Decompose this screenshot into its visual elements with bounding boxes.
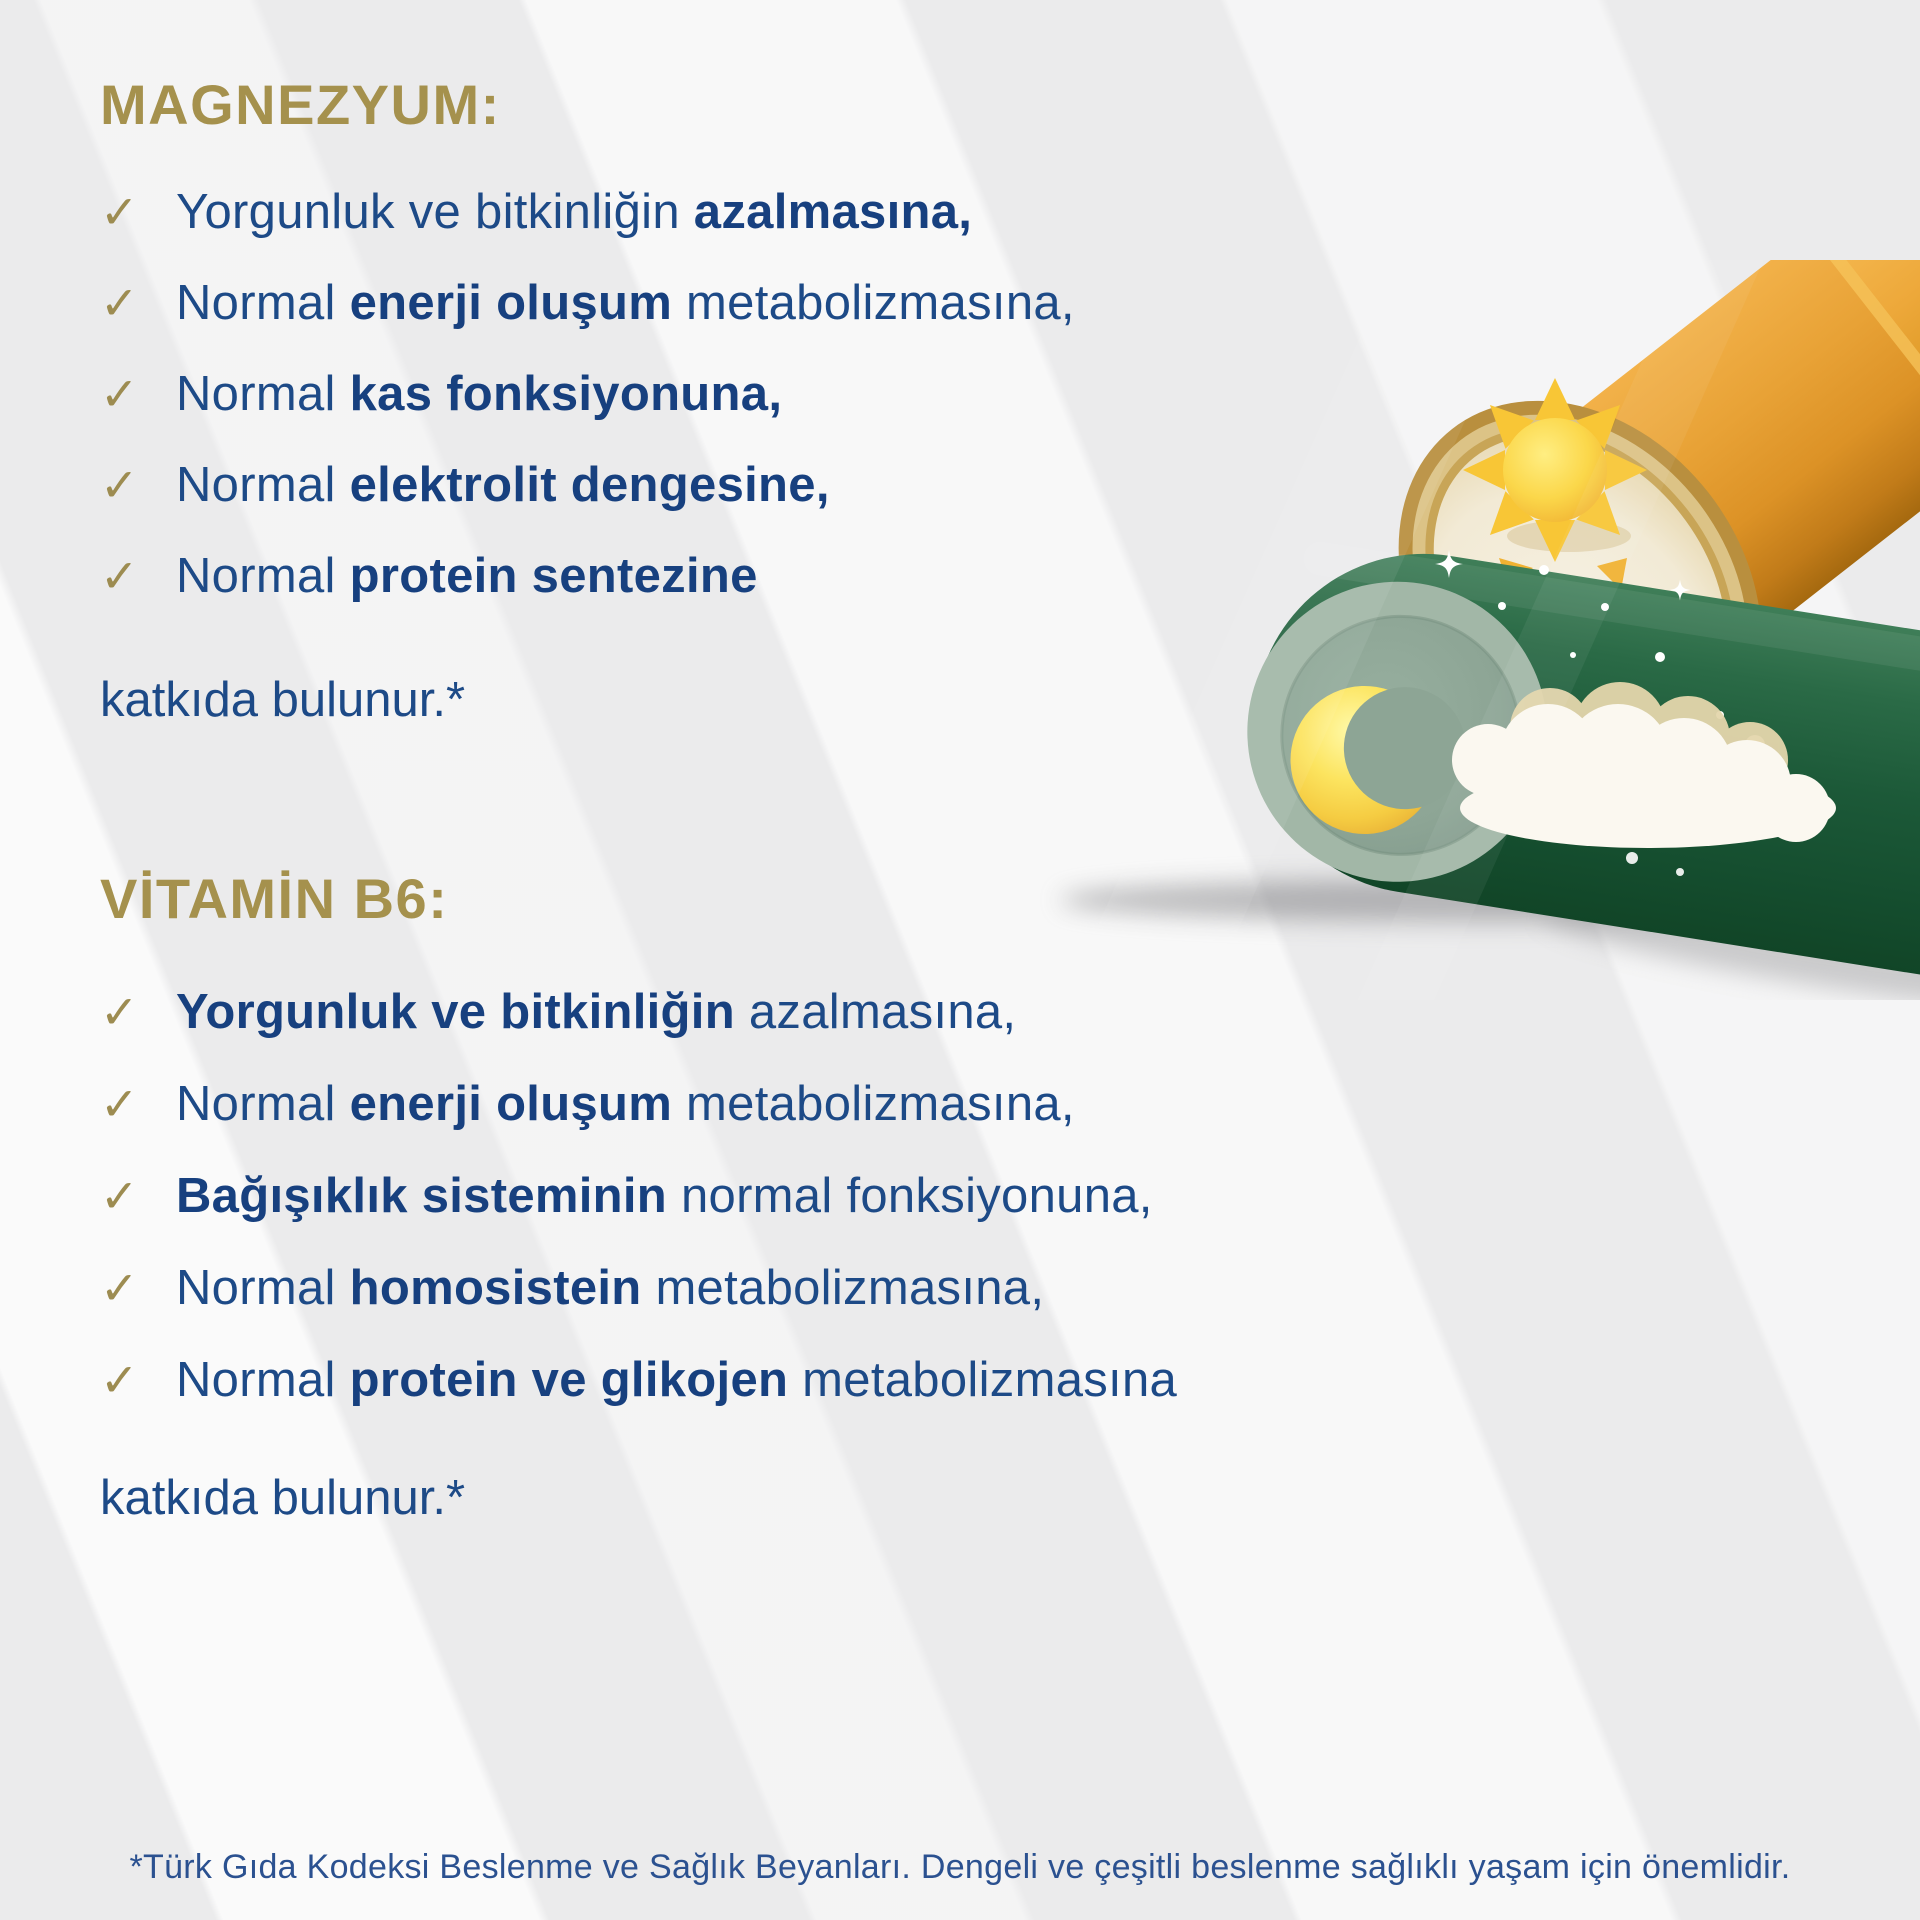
benefit-text: Bağışıklık sisteminin normal fonksiyonuna, — [176, 1169, 1153, 1223]
benefit-item — [100, 1334, 1177, 1426]
section-heading-magnezyum: MAGNEZYUM: — [100, 73, 501, 137]
check-icon: ✓ — [100, 367, 139, 420]
benefit-item — [100, 966, 1177, 1058]
check-icon: ✓ — [100, 1262, 139, 1314]
benefit-text: Normal kas fonksiyonuna, — [176, 366, 783, 421]
benefit-text: Normal homosistein metabolizmasına, — [176, 1261, 1045, 1315]
benefit-item — [100, 1242, 1177, 1334]
check-icon: ✓ — [100, 1354, 139, 1406]
benefit-text: Normal protein ve glikojen metabolizmasına — [176, 1353, 1178, 1407]
contribution-note: katkıda bulunur.* — [100, 1471, 466, 1525]
benefit-text: Normal enerji oluşum metabolizmasına, — [176, 275, 1075, 330]
check-icon: ✓ — [100, 1078, 139, 1130]
benefit-item — [100, 166, 1075, 257]
section-heading-vitamin-b6: VİTAMİN B6: — [100, 867, 449, 931]
contribution-note: katkıda bulunur.* — [100, 673, 466, 727]
check-icon: ✓ — [100, 458, 139, 511]
benefit-text: Normal protein sentezine — [176, 548, 758, 603]
benefit-item — [100, 348, 1075, 439]
capsule-illustration — [1020, 260, 1920, 1000]
check-icon: ✓ — [100, 185, 139, 238]
benefit-text: Normal enerji oluşum metabolizmasına, — [176, 1077, 1075, 1131]
magnezyum-benefit-list — [100, 166, 1075, 621]
benefit-text: Yorgunluk ve bitkinliğin azalmasına, — [176, 184, 973, 239]
check-icon: ✓ — [100, 1170, 139, 1222]
benefit-item — [100, 439, 1075, 530]
footnote: *Türk Gıda Kodeksi Beslenme ve Sağlık Beyanları. Dengeli ve çeşitli beslenme sağlıklı yaşam için önemlidir. — [129, 1848, 1791, 1886]
vitamin-b6-benefit-list — [100, 966, 1177, 1426]
check-icon: ✓ — [100, 276, 139, 329]
check-icon: ✓ — [100, 986, 139, 1038]
benefit-item — [100, 1150, 1177, 1242]
check-icon: ✓ — [100, 549, 139, 602]
benefit-item — [100, 257, 1075, 348]
benefit-item — [100, 1058, 1177, 1150]
benefit-item — [100, 530, 1075, 621]
benefit-text: Normal elektrolit dengesine, — [176, 457, 830, 512]
benefit-text: Yorgunluk ve bitkinliğin azalmasına, — [176, 985, 1017, 1039]
